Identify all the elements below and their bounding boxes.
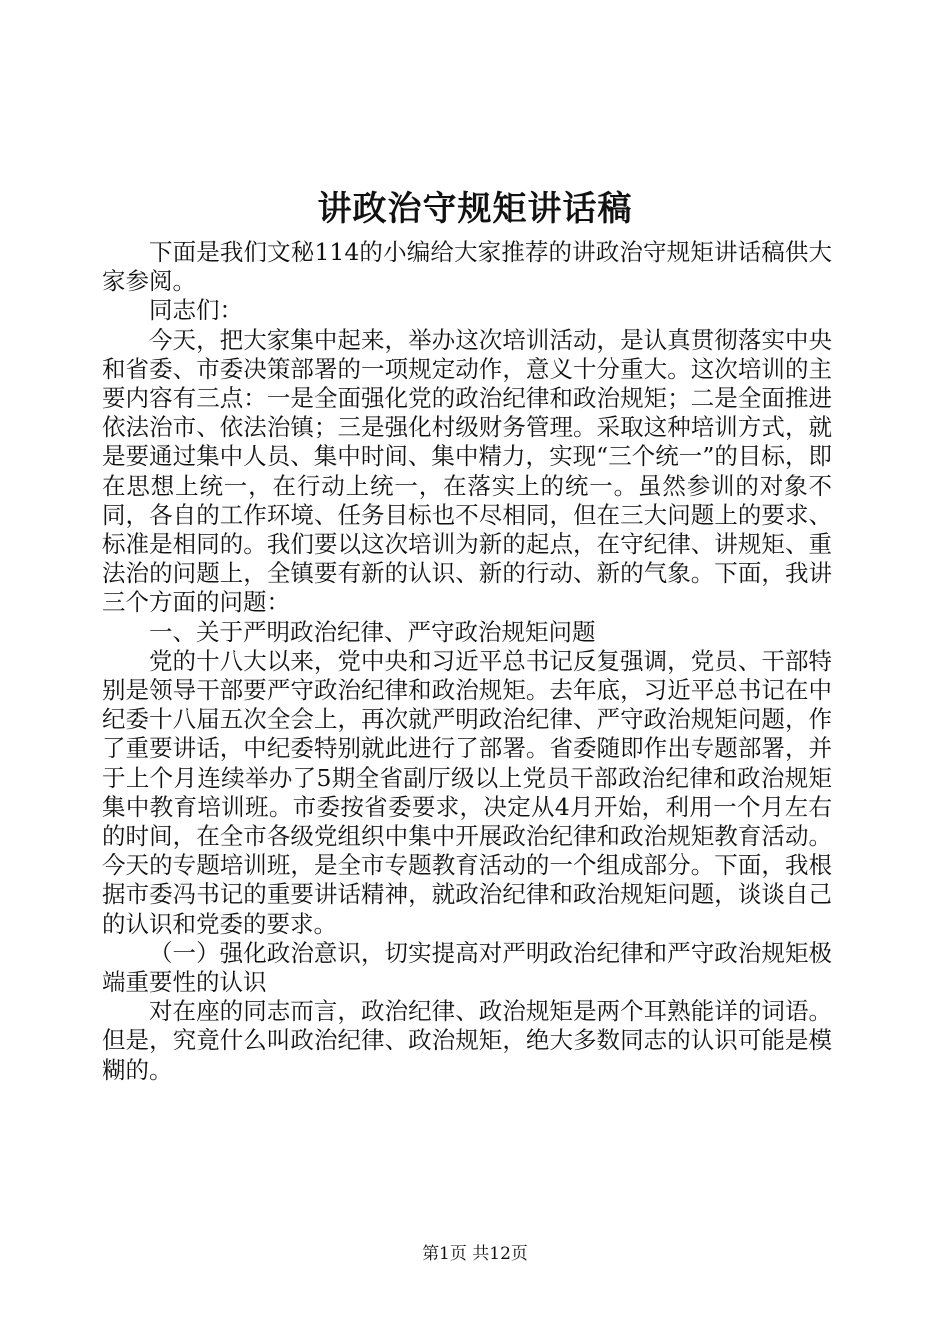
subsection-heading: （一）强化政治意识，切实提高对严明政治纪律和严守政治规矩极端重要性的认识 <box>102 938 832 997</box>
body-paragraph: 今天，把大家集中起来，举办这次培训活动，是认真贯彻落实中央和省委、市委决策部署的一项规定动作，意义十分重大。这次培训的主要内容有三点：一是全面强化党的政治纪律和政治规矩；二是全面推进依法治市、依法治镇；三是强化村级财务管理。采取这种培训方式，就是要通过集中人员、集中时间、集中精力，实现“三个统一”的目标，即在思想上统一，在行动上统一，在落实上的统一。虽然参训的对象不同，各自的工作环境、任务目标也不尽相同，但在三大问题上的要求、标准是相同的。我们要以这次培训为新的起点，在守纪律、讲规矩、重法治的问题上，全镇要有新的认识、新的行动、新的气象。下面，我讲三个方面的问题： <box>102 325 832 617</box>
intro-paragraph: 下面是我们文秘114的小编给大家推荐的讲政治守规矩讲话稿供大家参阅。 <box>102 238 832 296</box>
body-paragraph: 对在座的同志而言，政治纪律、政治规矩是两个耳熟能详的词语。但是，究竟什么叫政治纪律、政治规矩，绝大多数同志的认识可能是模糊的。 <box>102 997 832 1084</box>
salutation: 同志们： <box>149 296 243 325</box>
document-body <box>102 238 832 1085</box>
section-heading: 一、关于严明政治纪律、严守政治规矩问题 <box>149 617 596 646</box>
page-footer: 第1页 共12页 <box>422 1244 528 1264</box>
body-paragraph: 党的十八大以来，党中央和习近平总书记反复强调，党员、干部特别是领导干部要严守政治纪律和政治规矩。去年底，习近平总书记在中纪委十八届五次全会上，再次就严明政治纪律、严守政治规矩问题，作了重要讲话，中纪委特别就此进行了部署。省委随即作出专题部署，并于上个月连续举办了5期全省副厅级以上党员干部政治纪律和政治规矩集中教育培训班。市委按省委要求，决定从4月开始，利用一个月左右的时间，在全市各级党组织中集中开展政治纪律和政治规矩教育活动。今天的专题培训班，是全市专题教育活动的一个组成部分。下面，我根据市委冯书记的重要讲话精神，就政治纪律和政治规矩问题，谈谈自己的认识和党委的要求。 <box>102 646 832 938</box>
document-title: 讲政治守规矩讲话稿 <box>317 189 633 229</box>
